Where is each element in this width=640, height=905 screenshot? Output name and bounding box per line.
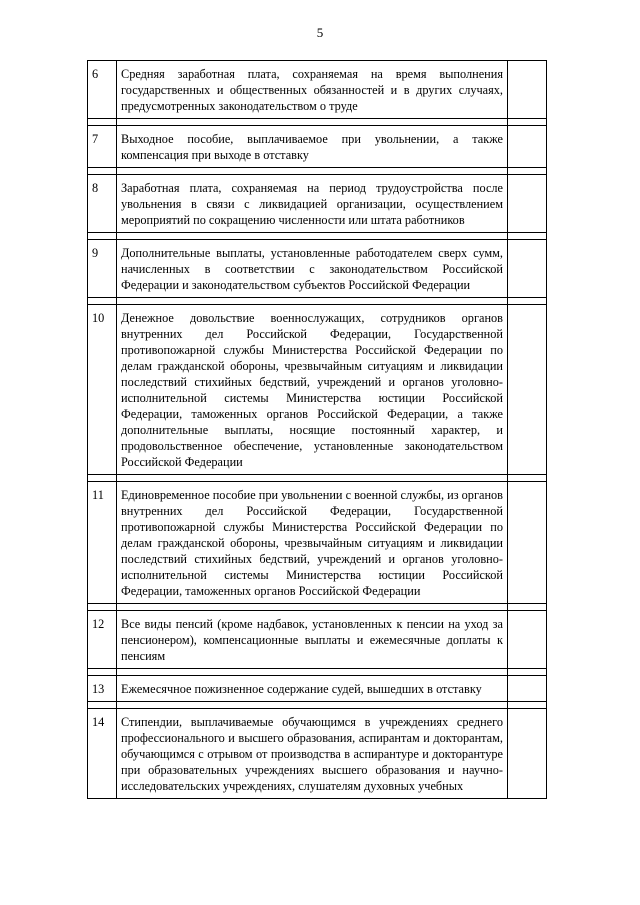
table-row [88,175,547,233]
empty-cell [508,126,547,168]
row-number: 11 [88,482,117,604]
empty-cell [508,611,547,669]
row-gap [88,475,547,482]
table-row [88,709,547,799]
row-text: Ежемесячное пожизненное содержание судей, вышедших в отставку [117,676,508,702]
row-number: 10 [88,305,117,475]
row-text: Заработная плата, сохраняемая на период трудоустройства после увольнения в связи с ликвидацией организации, осуществлением мероприятий по сокращению численности или штата работников [117,175,508,233]
table-row [88,611,547,669]
row-text: Денежное довольствие военнослужащих, сотрудников органов внутренних дел Российской Федерации, Государственной противопожарной службы Министерства Российской Федерации по делам гражданской обороны, чрезвычайным ситуациям и ликвидации последствий стихийных бедствий, учреждений и органов уголовно-исполнительной системы Министерства юстиции Российской Федерации, таможенных органов Российской Федерации, а также дополнительные выплаты, носящие постоянный характер, и продовольственное обеспечение, установленные законодательством Российской Федерации [117,305,508,475]
row-text: Единовременное пособие при увольнении с военной службы, из органов внутренних дел Российской Федерации, Государственной противопожарной службы Министерства Российской Федерации по делам гражданской обороны, чрезвычайным ситуациям и ликвидации последствий стихийных бедствий, учреждений и органов уголовно-исполнительной системы Министерства юстиции Российской Федерации, таможенных органов Российской Федерации [117,482,508,604]
table-row [88,305,547,475]
row-number: 12 [88,611,117,669]
empty-cell [508,61,547,119]
empty-cell [508,676,547,702]
row-text: Средняя заработная плата, сохраняемая на время выполнения государственных и общественных обязанностей и в других случаях, предусмотренных законодательством о труде [117,61,508,119]
row-gap [88,119,547,126]
empty-cell [508,709,547,799]
table-row [88,482,547,604]
row-text: Все виды пенсий (кроме надбавок, установленных к пенсии на уход за пенсионером), компенсационные выплаты и ежемесячные доплаты к пенсиям [117,611,508,669]
row-number: 7 [88,126,117,168]
table-row [88,126,547,168]
empty-cell [508,482,547,604]
row-number: 6 [88,61,117,119]
empty-cell [508,175,547,233]
row-number: 13 [88,676,117,702]
row-text: Дополнительные выплаты, установленные работодателем сверх сумм, начисленных в соответствии с законодательством Российской Федерации и законодательством субъектов Российской Федерации [117,240,508,298]
row-number: 9 [88,240,117,298]
table-row [88,240,547,298]
table-row [88,676,547,702]
empty-cell [508,240,547,298]
row-text: Стипендии, выплачиваемые обучающимся в учреждениях среднего профессионального и высшего образования, аспирантам и докторантам, обучающимся с отрывом от производства в аспирантуре и докторантуре при образовательных учреждениях высшего образования и научно-исследовательских учреждениях, слушателям духовных учебных [117,709,508,799]
page-number: 5 [316,25,324,40]
income-table [87,60,547,799]
empty-cell [508,305,547,475]
row-gap [88,702,547,709]
row-text: Выходное пособие, выплачиваемое при увольнении, а также компенсация при выходе в отставку [117,126,508,168]
table-row [88,61,547,119]
row-number: 14 [88,709,117,799]
row-number: 8 [88,175,117,233]
row-gap [88,233,547,240]
row-gap [88,168,547,175]
row-gap [88,604,547,611]
row-gap [88,669,547,676]
row-gap [88,298,547,305]
